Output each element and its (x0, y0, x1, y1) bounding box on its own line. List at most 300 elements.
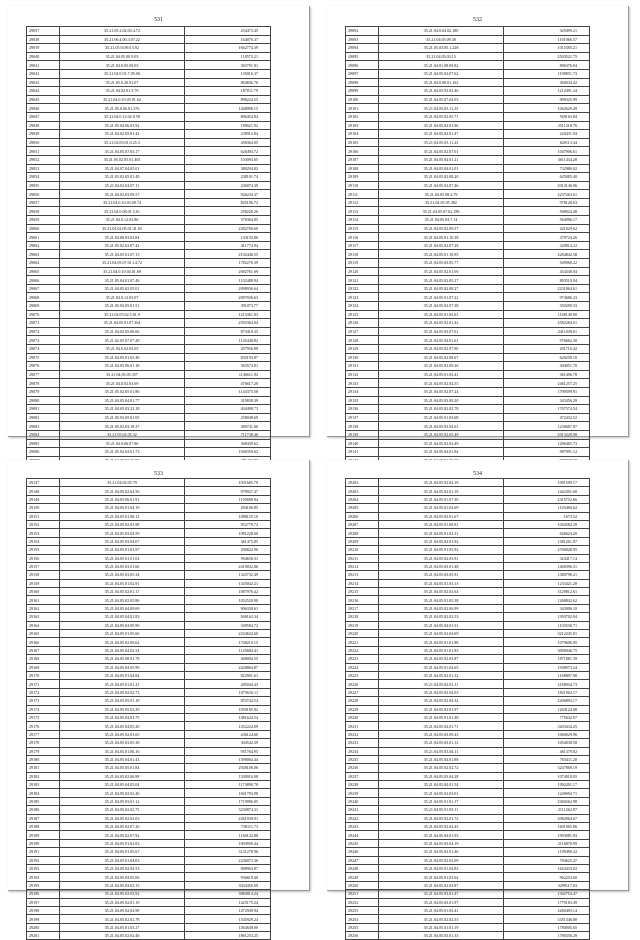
table-row (346, 216, 590, 225)
value-cell: 564986.17 (504, 216, 590, 225)
table-row (27, 336, 271, 345)
table-row (27, 655, 271, 663)
code-cell: 35.21.04.05.08.01.78 (60, 655, 185, 663)
code-cell: 35.21.04.05.01.08.81 (379, 520, 504, 528)
value-cell: 976662.30 (504, 336, 590, 345)
value-cell: 936619.40 (185, 873, 271, 881)
value-cell: 1079606.95 (504, 638, 590, 646)
table-row (27, 439, 271, 448)
row-id-cell: 29063 (27, 250, 60, 259)
code-cell: 35.21.04.05.02.02.03 (60, 814, 185, 822)
value-cell: 1031665.79 (185, 479, 271, 487)
table-row (27, 554, 271, 562)
row-id-cell: 29218 (346, 613, 379, 621)
code-cell: 35.21.04.05.02.05.86 (60, 596, 185, 604)
table-row (27, 310, 271, 319)
code-cell: 35.21.04.05.01.02.03 (60, 839, 185, 847)
value-cell: 1871881.39 (504, 655, 590, 663)
row-id-cell: 29211 (346, 554, 379, 562)
value-cell: 2315752.66 (504, 495, 590, 503)
table-row (27, 537, 271, 545)
value-cell: 1302754.47 (504, 890, 590, 898)
code-cell: 35.21.04.05.02.02.75 (60, 806, 185, 814)
code-cell: 35.21.04.05.01.02.91 (60, 579, 185, 587)
row-id-cell: 29114 (346, 216, 379, 225)
row-id-cell: 29138 (346, 422, 379, 431)
code-cell: 35.21.04.07.04.05.01 (60, 164, 185, 173)
row-id-cell: 29232 (346, 730, 379, 738)
row-id-cell: 29236 (346, 764, 379, 772)
row-id-cell: 29180 (27, 755, 60, 763)
row-id-cell: 29168 (27, 655, 60, 663)
value-cell: 476617.20 (185, 379, 271, 388)
value-cell: 825196.72 (185, 198, 271, 207)
table-row (346, 233, 590, 242)
row-id-cell: 29085 (27, 439, 60, 448)
row-id-cell: 29050 (27, 138, 60, 147)
code-cell: 35.21.04.01.08.09.82 (379, 61, 504, 70)
row-id-cell: 29184 (27, 789, 60, 797)
table-row (346, 422, 590, 431)
code-cell: 35.21.05.0.06.01.376 (60, 104, 185, 113)
table-row (346, 638, 590, 646)
code-cell: 35.21.04.05.01.03.41 (379, 906, 504, 914)
table-row (346, 207, 590, 216)
code-cell: 35.21.05.04.06.03.92 (60, 121, 185, 130)
code-cell: 35.21.04.05.03.01.67 (379, 512, 504, 520)
table-row (27, 479, 271, 487)
code-cell: 35.21.04.05.02.05.49 (379, 430, 504, 439)
row-id-cell: 29054 (27, 173, 60, 182)
table-row (27, 181, 271, 190)
table-row (27, 881, 271, 889)
table-row (27, 764, 271, 772)
table-row (346, 504, 590, 512)
code-cell: 35.21.04.0.01.7.05.06 (60, 69, 185, 78)
table-row (346, 596, 590, 604)
code-cell: 35.21.04.05.03.22.18 (60, 405, 185, 414)
code-cell: 35.21.04.05.02.01.46 (379, 848, 504, 856)
table-row (346, 78, 590, 87)
value-cell: 1481624.54 (185, 713, 271, 721)
value-cell: 3203434.25 (504, 722, 590, 730)
page-number: 531 (154, 17, 163, 23)
table-row (27, 112, 271, 121)
row-id-cell: 29124 (346, 302, 379, 311)
code-cell: 35.21.04.05.03.02.46 (379, 87, 504, 96)
row-id-cell: 29223 (346, 655, 379, 663)
code-cell: 35.21.04.00.03.03.84 (60, 233, 185, 242)
code-cell: 35.21.04.05.03.05.91 (379, 571, 504, 579)
row-id-cell: 29234 (346, 747, 379, 755)
row-id-cell: 29047 (27, 112, 60, 121)
code-cell: 35.21.04.05.02.03.65 (60, 730, 185, 738)
table-row (27, 250, 271, 259)
code-cell: 35.21.04.05.03.04.07 (60, 537, 185, 545)
table-row (346, 35, 590, 44)
table-row (346, 448, 590, 457)
code-cell: 35.21.04.0.12.05.07 (60, 293, 185, 302)
row-id-cell: 29081 (27, 405, 60, 414)
code-cell: 35.21.04.05.04.01.96 (379, 121, 504, 130)
value-cell: 1173890.70 (185, 781, 271, 789)
code-cell: 35.21.04.05.04.02.54 (60, 646, 185, 654)
row-id-cell: 29175 (27, 713, 60, 721)
table-row (346, 387, 590, 396)
data-table (345, 478, 590, 940)
table-row (346, 604, 590, 612)
table-row (346, 688, 590, 696)
code-cell: 35.21.04.05.04.01.54 (379, 781, 504, 789)
value-cell: 2014146.96 (504, 181, 590, 190)
row-id-cell: 29117 (346, 241, 379, 250)
code-cell: 35.21.04.05.01.01.21 (60, 680, 185, 688)
code-cell: 35.21.04.05.03.04.03 (379, 688, 504, 696)
table-row (346, 44, 590, 53)
row-id-cell: 29084 (27, 430, 60, 439)
table-row (27, 430, 271, 439)
table-row (346, 655, 590, 663)
row-id-cell: 29113 (346, 207, 379, 216)
code-cell: 35.21.04.0.06.07.86 (60, 439, 185, 448)
row-id-cell: 29230 (346, 713, 379, 721)
code-cell: 35.21.04.05.03.07.61 (379, 327, 504, 336)
table-row (27, 173, 271, 182)
row-id-cell: 29056 (27, 190, 60, 199)
table-row (346, 52, 590, 61)
data-table (345, 26, 590, 500)
row-id-cell: 29104 (346, 130, 379, 139)
row-id-cell: 29074 (27, 344, 60, 353)
table-row (27, 915, 271, 923)
value-cell: 339584.72 (185, 621, 271, 629)
row-id-cell: 29241 (346, 806, 379, 814)
value-cell: 1861253.25 (185, 932, 271, 940)
row-id-cell: 29239 (346, 789, 379, 797)
code-cell: 35.21.04.05.02.03.01 (379, 789, 504, 797)
value-cell: 846162.34 (185, 613, 271, 621)
value-cell: 2231864.61 (504, 284, 590, 293)
code-cell: 35.21.05.02.05.01.465 (60, 155, 185, 164)
document-page-531 (8, 6, 310, 455)
table-row (346, 379, 590, 388)
row-id-cell: 29121 (346, 276, 379, 285)
row-id-cell: 29062 (27, 241, 60, 250)
page-number: 534 (473, 471, 482, 477)
table-row (27, 95, 271, 104)
code-cell: 35.21.04.05.01.03.13 (379, 579, 504, 587)
row-id-cell: 29165 (27, 630, 60, 638)
code-cell: 35.21.04.05.03.01.48 (379, 562, 504, 570)
table-row (346, 554, 590, 562)
row-id-cell: 29072 (27, 327, 60, 336)
code-cell: 35.21.04.05.01.04.84 (60, 671, 185, 679)
value-cell: 1448996.15 (185, 104, 271, 113)
value-cell: 2168934.73 (504, 680, 590, 688)
row-id-cell: 29174 (27, 705, 60, 713)
table-row (346, 831, 590, 839)
code-cell: 35.21.04.05.05.01.18 (60, 697, 185, 705)
row-id-cell: 29248 (346, 864, 379, 872)
table-row (346, 479, 590, 487)
value-cell: 2582284.61 (504, 319, 590, 328)
value-cell: 626494.72 (185, 147, 271, 156)
value-cell: 1393702.94 (504, 613, 590, 621)
row-id-cell: 29170 (27, 671, 60, 679)
code-cell: 35.21.04.0.02.03.05 (60, 344, 185, 353)
code-cell: 35.21.04.05.01.07.30 (379, 495, 504, 503)
table-row (27, 78, 271, 87)
row-id-cell: 29226 (346, 680, 379, 688)
row-id-cell: 29148 (27, 487, 60, 495)
row-id-cell: 29106 (346, 147, 379, 156)
value-cell: 951764.95 (185, 747, 271, 755)
table-row (346, 344, 590, 353)
row-id-cell: 29162 (27, 604, 60, 612)
code-cell: 35.21.05.02.02.07.42 (60, 241, 185, 250)
code-cell: 35.21.04.05.02.02.72 (379, 764, 504, 772)
table-row (27, 596, 271, 604)
code-cell: 35.21.02.05.02.5.01.9 (60, 310, 185, 319)
value-cell: 320814.22 (504, 241, 590, 250)
row-id-cell: 29100 (346, 95, 379, 104)
table-row (346, 69, 590, 78)
code-cell: 35.21.04.05.04.01.88 (379, 755, 504, 763)
data-table (26, 26, 271, 500)
row-id-cell: 29082 (27, 413, 60, 422)
code-cell: 35.21.04.02.05.01.42 (60, 130, 185, 139)
row-id-cell: 29120 (346, 267, 379, 276)
value-cell: 404498.73 (185, 405, 271, 414)
table-row (346, 890, 590, 898)
value-cell: 472432.52 (504, 413, 590, 422)
code-cell: 35.21.04.05.02.07.24 (379, 387, 504, 396)
code-cell: 35.21.04.05.04.05.99 (60, 663, 185, 671)
table-row (27, 448, 271, 457)
value-cell: 1782276.39 (185, 259, 271, 268)
value-cell: 454340.04 (504, 267, 590, 276)
value-cell: 2206893.17 (504, 697, 590, 705)
row-id-cell: 29069 (27, 302, 60, 311)
row-id-cell: 29244 (346, 831, 379, 839)
row-id-cell: 29203 (346, 487, 379, 495)
table-row (346, 630, 590, 638)
table-row (27, 362, 271, 371)
value-cell: 3131278.96 (185, 848, 271, 856)
value-cell: 620258.10 (504, 353, 590, 362)
code-cell: 35.21.04.05.02.03.91 (379, 554, 504, 562)
table-row (346, 906, 590, 914)
value-cell: 2234632.60 (185, 630, 271, 638)
row-id-cell: 29116 (346, 233, 379, 242)
code-cell: 35.21.05.02.03.18.37 (60, 422, 185, 431)
table-row (27, 873, 271, 881)
value-cell: 1145684.41 (185, 646, 271, 654)
row-id-cell: 29078 (27, 379, 60, 388)
code-cell: 35.21.04.05.00.9.03 (60, 52, 185, 61)
table-row (346, 284, 590, 293)
code-cell: 35.21.04.05.03.05.77 (379, 259, 504, 268)
value-cell: 1707574.54 (504, 405, 590, 414)
row-id-cell: 29080 (27, 396, 60, 405)
value-cell: 238101.74 (185, 173, 271, 182)
row-id-cell: 29093 (346, 35, 379, 44)
code-cell: 35.21.04.05.03.01.33 (379, 932, 504, 940)
table-row (346, 864, 590, 872)
table-row (27, 422, 271, 431)
row-id-cell: 29136 (346, 405, 379, 414)
value-cell: 569163.84 (504, 112, 590, 121)
code-cell: 35.21.05.0.20.01.07 (60, 78, 185, 87)
value-cell: 1081228.60 (185, 529, 271, 537)
value-cell: 411774.94 (185, 241, 271, 250)
value-cell: 1199490.22 (504, 848, 590, 856)
code-cell: 35.21.04.05.01.03.68 (379, 413, 504, 422)
table-row (27, 890, 271, 898)
row-id-cell: 29161 (27, 596, 60, 604)
row-id-cell: 29185 (27, 797, 60, 805)
value-cell: 1780005.65 (504, 923, 590, 931)
value-cell: 380294.02 (185, 164, 271, 173)
row-id-cell: 29131 (346, 362, 379, 371)
value-cell: 294106.85 (185, 504, 271, 512)
code-cell: 35.21.04.05.03.01.47 (379, 890, 504, 898)
row-id-cell: 29156 (27, 554, 60, 562)
code-cell: 35.21.04.05.01.01.83 (379, 646, 504, 654)
row-id-cell: 29105 (346, 138, 379, 147)
value-cell: 1101066.57 (504, 35, 590, 44)
value-cell: 896376.04 (504, 61, 590, 70)
table-row (27, 233, 271, 242)
value-cell: 711738.46 (185, 430, 271, 439)
value-cell: 987091.12 (504, 448, 590, 457)
code-cell: 35.21.04.05.01.01.48 (379, 713, 504, 721)
code-cell: 35.21.04.05.02.01.72 (379, 814, 504, 822)
value-cell: 1345042.21 (185, 579, 271, 587)
value-cell: 3212245.81 (504, 630, 590, 638)
table-row (346, 755, 590, 763)
value-cell: 808963.87 (185, 864, 271, 872)
code-cell: 35.21.05.03.05.01.65 (60, 413, 185, 422)
code-cell: 35.21.04.05.04.01.92 (379, 537, 504, 545)
value-cell: 391073.77 (185, 302, 271, 311)
row-id-cell: 29222 (346, 646, 379, 654)
row-id-cell: 29193 (27, 864, 60, 872)
row-id-cell: 29190 (27, 839, 60, 847)
table-row (346, 621, 590, 629)
row-id-cell: 29066 (27, 276, 60, 285)
code-cell: 35.21.04.0.02.03.69 (60, 379, 185, 388)
table-row (27, 839, 271, 847)
code-cell: 35.21.05.2.02.03.4.72 (60, 27, 185, 36)
row-id-cell: 29133 (346, 379, 379, 388)
row-id-cell: 29065 (27, 267, 60, 276)
code-cell: 35.21.04.05.04.05.20 (60, 722, 185, 730)
table-row (346, 646, 590, 654)
table-row (27, 747, 271, 755)
row-id-cell: 29217 (346, 604, 379, 612)
code-cell: 35.21.04.05.02.02.53 (379, 915, 504, 923)
row-id-cell: 29092 (346, 27, 379, 36)
table-row (346, 823, 590, 831)
table-row (346, 121, 590, 130)
code-cell: 35.21.04.0.10.05.01.62 (60, 95, 185, 104)
row-id-cell: 29242 (346, 814, 379, 822)
code-cell: 35.21.04.05.02.03.64 (379, 588, 504, 596)
value-cell: 898224.55 (185, 95, 271, 104)
code-cell: 35.21.04.05.02.04.34 (379, 697, 504, 705)
table-row (27, 781, 271, 789)
table-row (27, 396, 271, 405)
table-row (346, 198, 590, 207)
table-row (346, 520, 590, 528)
table-row (346, 224, 590, 233)
code-cell: 35.21.04.05.01.01.17 (379, 797, 504, 805)
row-id-cell: 29149 (27, 495, 60, 503)
row-id-cell: 29045 (27, 95, 60, 104)
value-cell: 1146611.92 (185, 370, 271, 379)
code-cell: 35.21.04.05.01.03.41 (379, 370, 504, 379)
code-cell: 35.21.04.02.03.09.57 (60, 190, 185, 199)
code-cell: 35.21.04.05.03.05.38 (60, 739, 185, 747)
value-cell: 2503521.75 (504, 52, 590, 61)
table-row (27, 512, 271, 520)
code-cell: 35.21.04.05.03.04.19 (379, 839, 504, 847)
value-cell: 1168807.90 (504, 671, 590, 679)
code-cell: 35.21.04.05.02.02.98 (60, 906, 185, 914)
value-cell: 763411.20 (504, 755, 590, 763)
table-row (27, 621, 271, 629)
row-id-cell: 29127 (346, 327, 379, 336)
value-cell: 379724.26 (504, 233, 590, 242)
row-id-cell: 29125 (346, 310, 379, 319)
code-cell: 35.21.04.05.03.09.43 (379, 730, 504, 738)
row-id-cell: 29147 (27, 479, 60, 487)
value-cell: 775632.97 (504, 713, 590, 721)
value-cell: 1052520.90 (185, 596, 271, 604)
code-cell: 35.21.04.05.01.03.27 (60, 923, 185, 931)
value-cell: 1212491.24 (504, 87, 590, 96)
table-row (27, 529, 271, 537)
code-cell: 35.21.04.05.02.06.98 (60, 772, 185, 780)
table-row (346, 764, 590, 772)
table-row (346, 873, 590, 881)
table-row (346, 881, 590, 889)
table-row (27, 646, 271, 654)
value-cell: 1468396.31 (504, 562, 590, 570)
code-cell: 35.21.04.05.01.01.19 (379, 923, 504, 931)
table-row (27, 680, 271, 688)
code-cell: 35.21.04.05.02.03.87 (379, 881, 504, 889)
value-cell: 1425175.24 (185, 898, 271, 906)
code-cell: 35.21.04.05.03.11.23 (379, 138, 504, 147)
row-id-cell: 29083 (27, 422, 60, 431)
row-id-cell: 29192 (27, 856, 60, 864)
table-row (27, 121, 271, 130)
table-row (27, 27, 271, 36)
table-row (27, 495, 271, 503)
table-row (346, 61, 590, 70)
value-cell: 258226.26 (185, 207, 271, 216)
row-id-cell: 29137 (346, 413, 379, 422)
value-cell: 133192.86 (185, 233, 271, 242)
code-cell: 35.21.04.05.02.07.90 (379, 344, 504, 353)
code-cell: 35.21.04.05.02.03.87 (379, 655, 504, 663)
value-cell: 2192446.55 (185, 250, 271, 259)
value-cell: 2282706.60 (185, 224, 271, 233)
row-id-cell: 29255 (346, 923, 379, 931)
code-cell: 35.21.04.05.05.01.84 (60, 764, 185, 772)
